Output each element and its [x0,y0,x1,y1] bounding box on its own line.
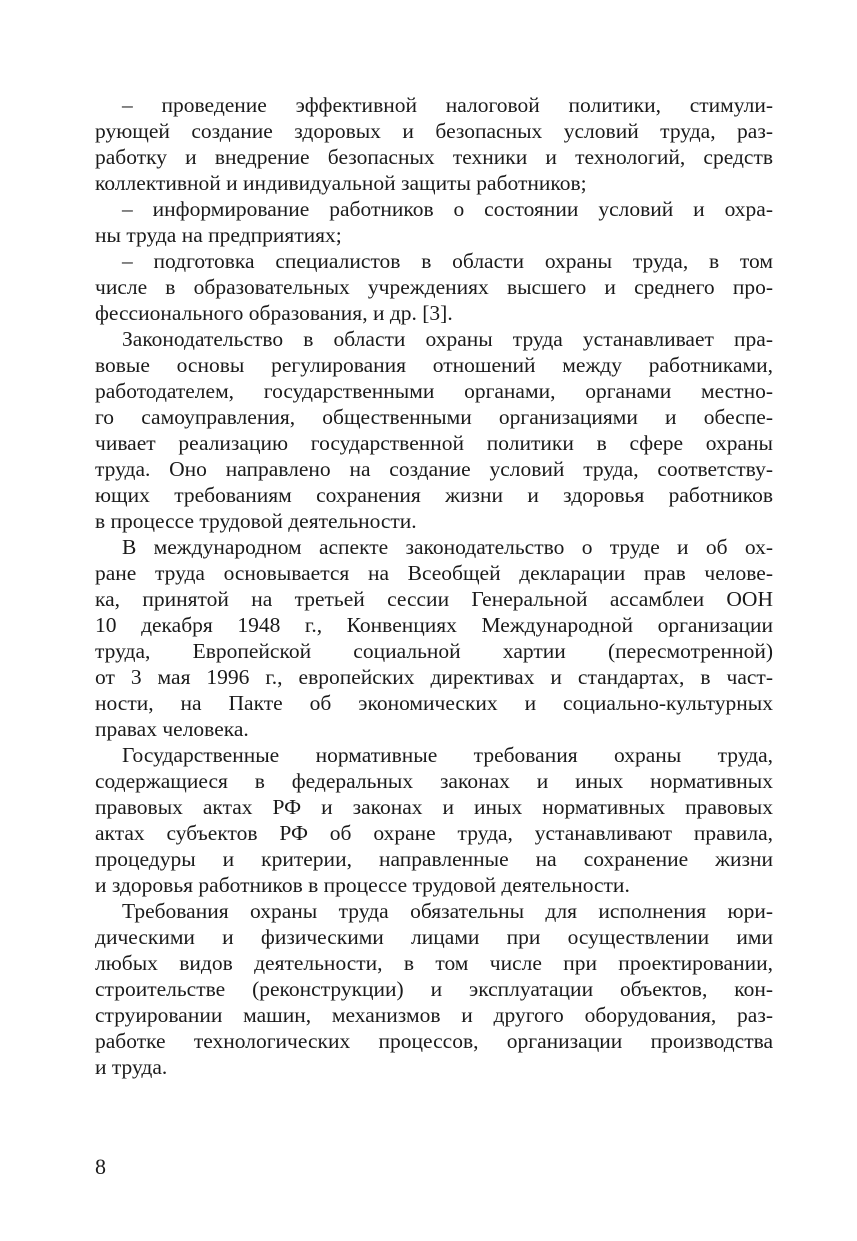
page-number: 8 [95,1154,106,1179]
text-line: фессионального образования, и др. [3]. [95,301,453,325]
text-line: рующей создание здоровых и безопасных условий труда, раз- [95,119,773,143]
text-line: ющих требованиям сохранения жизни и здоровья работников [95,483,773,507]
text-line: правах человека. [95,717,249,741]
text-line: процедуры и критерии, направленные на сохранение жизни [95,847,773,871]
paragraph-legislation [95,326,773,534]
text-line: Законодательство в области охраны труда устанавливает пра- [122,327,773,351]
paragraph-informing-workers [95,196,773,248]
text-line: Государственные нормативные требования охраны труда, [122,743,773,767]
paragraph-tax-policy [95,92,773,196]
text-line: актах субъектов РФ об охране труда, устанавливают правила, [95,821,773,845]
paragraph-international-aspect [95,534,773,742]
text-line: труда. Оно направлено на создание условий труда, соответству- [95,457,773,481]
text-line: Требования охраны труда обязательны для исполнения юри- [122,899,773,923]
text-line: В международном аспекте законодательство о труде и об ох- [122,535,773,559]
text-line: и здоровья работников в процессе трудовой деятельности. [95,873,630,897]
text-line: работке технологических процессов, организации производства [95,1029,773,1053]
text-line: и труда. [95,1055,168,1079]
text-line: – подготовка специалистов в области охраны труда, в том [122,249,773,273]
text-line: строительстве (реконструкции) и эксплуатации объектов, кон- [95,977,773,1001]
page-body [95,92,773,1080]
paragraph-state-requirements [95,742,773,898]
text-line: ка, принятой на третьей сессии Генеральной ассамблеи ООН [95,587,773,611]
text-line: содержащиеся в федеральных законах и иных нормативных [95,769,773,793]
text-line: работку и внедрение безопасных техники и технологий, средств [95,145,773,169]
text-line: ране труда основывается на Всеобщей декларации прав челове- [95,561,773,585]
text-line: от 3 мая 1996 г., европейских директивах и стандартах, в част- [95,665,773,689]
text-line: работодателем, государственными органами, органами местно- [95,379,773,403]
text-line: любых видов деятельности, в том числе при проектировании, [95,951,773,975]
text-line: коллективной и индивидуальной защиты работников; [95,171,587,195]
text-line: в процессе трудовой деятельности. [95,509,417,533]
text-line: – информирование работников о состоянии условий и охра- [122,197,773,221]
text-line: вовые основы регулирования отношений между работниками, [95,353,773,377]
text-line: числе в образовательных учреждениях высшего и среднего про- [95,275,773,299]
text-line: – проведение эффективной налоговой политики, стимули- [122,93,773,117]
text-line: струировании машин, механизмов и другого оборудования, раз- [95,1003,773,1027]
paragraph-mandatory-requirements [95,898,773,1080]
text-line: труда, Европейской социальной хартии (пересмотренной) [95,639,773,663]
text-line: го самоуправления, общественными организациями и обеспе- [95,405,773,429]
text-line: правовых актах РФ и законах и иных нормативных правовых [95,795,773,819]
text-line: дическими и физическими лицами при осуществлении ими [95,925,773,949]
text-line: 10 декабря 1948 г., Конвенциях Международной организации [95,613,773,637]
paragraph-specialist-training [95,248,773,326]
text-line: ны труда на предприятиях; [95,223,342,247]
text-line: ности, на Пакте об экономических и социально-культурных [95,691,773,715]
text-line: чивает реализацию государственной политики в сфере охраны [95,431,773,455]
